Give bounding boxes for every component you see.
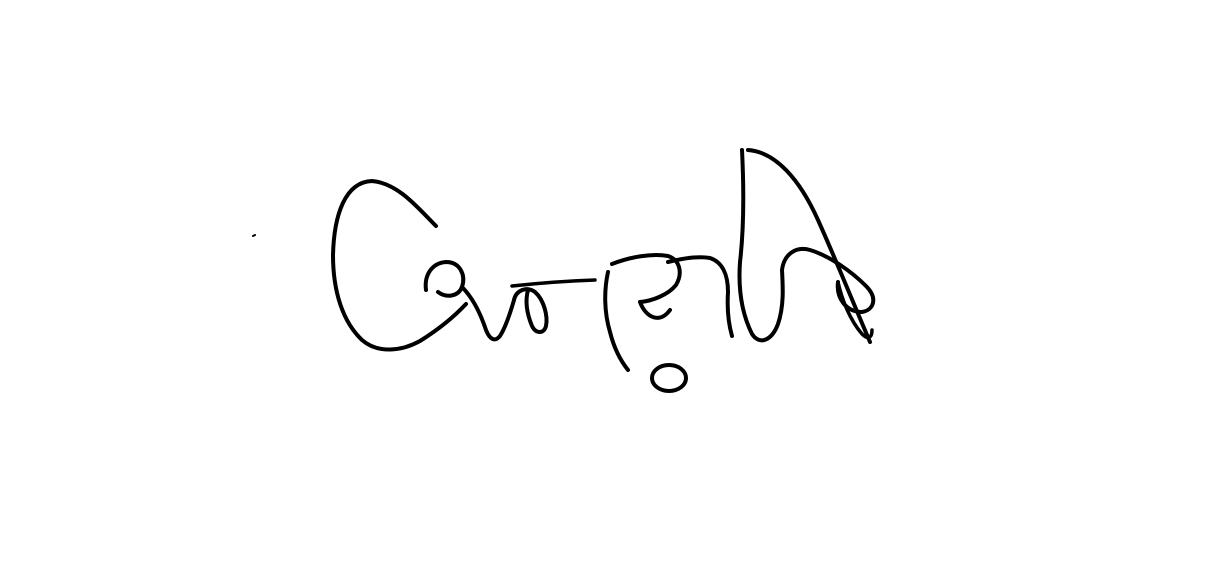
signature-strokes	[253, 150, 873, 391]
signature-stroke-connector	[462, 287, 514, 339]
signature-stroke-middle-char	[605, 255, 680, 370]
signature-stroke-right-flourish	[740, 150, 874, 342]
signature-stroke-circle	[652, 365, 686, 391]
signature-stroke-headline	[512, 280, 595, 286]
signature-stroke-small-loop	[514, 289, 547, 332]
signature-stroke-opening-loop	[333, 181, 466, 350]
stray-mark	[253, 235, 255, 236]
signature-stroke-hook	[426, 262, 464, 296]
